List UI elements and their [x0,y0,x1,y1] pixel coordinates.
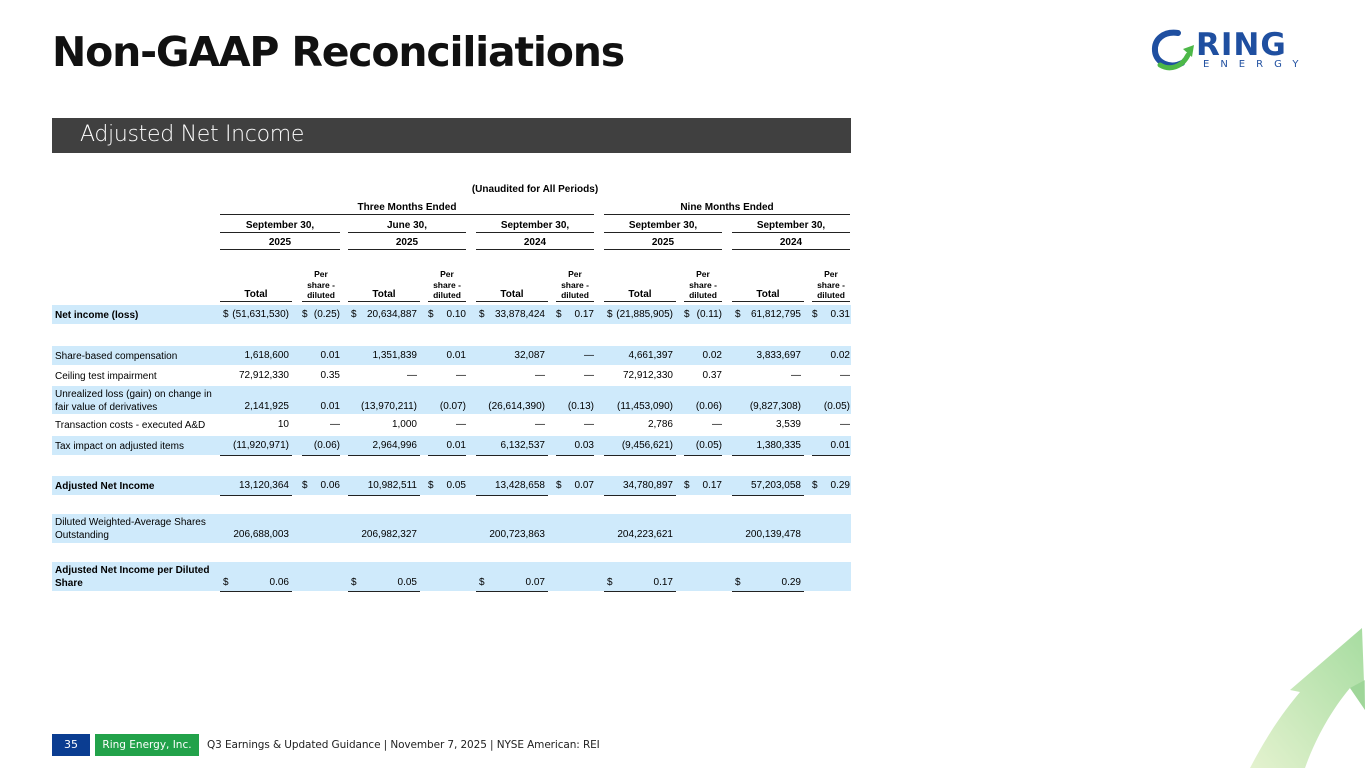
subtotal-rule [348,455,420,456]
total-rule [732,591,804,592]
period-rule [732,249,850,250]
cell-total: 2,786 [647,419,673,430]
currency-symbol: $ [428,309,434,320]
cell-total: 72,912,330 [622,370,673,381]
cell-per-share: 0.17 [574,309,594,320]
row-label [55,419,205,432]
subtotal-rule [302,455,340,456]
cell-per-share: 0.07 [574,480,594,491]
row-label-line: Net income (loss) [55,310,139,321]
row-label [55,564,209,590]
cell-per-share: 0.02 [702,350,722,361]
period-date: September 30, [628,220,698,231]
period-year: 2025 [395,237,419,248]
cell-per-share: 0.03 [574,440,594,451]
col-header-per-share [684,269,722,301]
cell-total: 3,833,697 [756,350,801,361]
subtotal-rule [732,455,804,456]
cell-per-share: — [712,419,722,430]
col-header-total: Total [628,289,652,300]
per-share-label-line: Per [696,269,710,279]
cell-per-share: 0.01 [320,401,340,412]
cell-total: — [407,370,417,381]
col-header-rule [302,301,340,302]
subtotal-rule [604,455,676,456]
cell-per-share: (0.06) [695,401,722,412]
cell-total: 206,982,327 [361,529,417,540]
row-label-line: Share [55,578,83,589]
row-label-line: Unrealized loss (gain) on change in [55,389,212,400]
ring-swoosh-icon [1150,27,1196,73]
cell-total: 0.29 [781,577,801,588]
per-share-label-line: share - [689,279,717,290]
currency-symbol: $ [351,577,357,588]
cell-total: 6,132,537 [500,440,545,451]
cell-total: 204,223,621 [617,529,673,540]
currency-symbol: $ [684,480,690,491]
period-rule [732,232,850,233]
cell-total: (51,631,530) [232,309,289,320]
cell-per-share: 0.01 [446,350,466,361]
col-header-per-share [556,269,594,301]
currency-symbol: $ [302,309,308,320]
row-label-line: Tax impact on adjusted items [55,441,184,452]
per-share-label-line: diluted [689,290,717,300]
cell-total: 3,539 [775,419,801,430]
cell-total: (13,970,211) [361,401,417,412]
cell-per-share: — [584,419,594,430]
period-date: September 30, [756,220,826,231]
currency-symbol: $ [428,480,434,491]
group-header-nine-months: Nine Months Ended [680,202,774,213]
per-share-label-line: diluted [561,290,589,300]
currency-symbol: $ [556,480,562,491]
period-year: 2024 [523,237,547,248]
row-label [55,480,154,493]
currency-symbol: $ [812,309,818,320]
col-header-rule [476,301,548,302]
cell-total: 57,203,058 [750,480,801,491]
row-label-line: Diluted Weighted-Average Shares [55,517,206,528]
growth-arrow-icon [1230,620,1365,768]
cell-total: 61,812,795 [750,309,801,320]
subtotal-rule [220,455,292,456]
cell-per-share: (0.05) [695,440,722,451]
cell-per-share: (0.05) [823,401,850,412]
subtotal-rule [476,455,548,456]
period-rule [476,232,594,233]
cell-per-share: — [456,370,466,381]
per-share-label-line: diluted [307,290,335,300]
per-share-label-line: diluted [817,290,845,300]
cell-total: 1,380,335 [756,440,801,451]
table-caption: (Unaudited for All Periods) [471,184,599,195]
cell-per-share: — [330,419,340,430]
currency-symbol: $ [223,577,229,588]
currency-symbol: $ [607,577,613,588]
row-label [55,440,184,453]
cell-total: 32,087 [514,350,545,361]
col-header-total: Total [372,289,396,300]
cell-per-share: 0.31 [830,309,850,320]
cell-total: 34,780,897 [622,480,673,491]
row-label-line: fair value of derivatives [55,402,158,413]
section-title: Adjusted Net Income [80,122,305,147]
per-share-label-line: Per [440,269,454,279]
total-rule [604,591,676,592]
row-label [55,350,177,363]
cell-per-share: 0.05 [446,480,466,491]
period-date: September 30, [500,220,570,231]
currency-symbol: $ [223,309,229,320]
currency-symbol: $ [351,309,357,320]
group-rule [604,214,850,215]
row-label-line: Share-based compensation [55,351,178,362]
per-share-label-line: share - [307,279,335,290]
row-label-line: Transaction costs - executed A&D [55,420,206,431]
currency-symbol: $ [479,309,485,320]
row-label [55,370,157,383]
cell-per-share: 0.17 [702,480,722,491]
row-label-line: Ceiling test impairment [55,371,157,382]
row-label [55,388,212,414]
cell-per-share: — [840,370,850,381]
cell-per-share: (0.06) [313,440,340,451]
per-share-label-line: Per [568,269,582,279]
cell-total: (21,885,905) [616,309,673,320]
cell-total: 0.05 [397,577,417,588]
cell-total: 2,964,996 [372,440,417,451]
cell-total: 13,120,364 [238,480,289,491]
cell-per-share: 0.01 [320,350,340,361]
cell-per-share: 0.01 [830,440,850,451]
cell-total: (9,456,621) [621,440,673,451]
per-share-label-line: Per [824,269,838,279]
cell-total: 0.07 [525,577,545,588]
col-header-per-share [812,269,850,301]
cell-total: 200,139,478 [745,529,801,540]
cell-per-share: (0.13) [567,401,594,412]
cell-total: — [535,370,545,381]
per-share-label-line: diluted [433,290,461,300]
col-header-rule [428,301,466,302]
col-header-rule [220,301,292,302]
cell-total: 0.06 [269,577,289,588]
cell-total: — [535,419,545,430]
cell-total: (11,453,090) [617,401,673,412]
total-rule [348,591,420,592]
period-rule [220,232,340,233]
per-share-label-line: share - [433,279,461,290]
row-label-line: Adjusted Net Income [55,481,155,492]
subtotal-rule [428,455,466,456]
logo-wordmark: RING [1196,27,1287,63]
page-number: 35 [52,734,90,756]
cell-total: 1,351,839 [372,350,417,361]
cell-total: 10 [277,419,289,430]
row-label [55,309,138,322]
currency-symbol: $ [812,480,818,491]
cell-total: 1,618,600 [244,350,289,361]
total-rule [476,495,548,496]
period-rule [604,249,722,250]
currency-symbol: $ [735,309,741,320]
logo-subtitle: ENERGY [1203,59,1310,70]
period-rule [348,232,466,233]
cell-total: 1,000 [391,419,417,430]
cell-total: 206,688,003 [233,529,289,540]
footer-company: Ring Energy, Inc. [95,734,199,756]
group-header-three-months: Three Months Ended [357,202,457,213]
cell-total: 20,634,887 [366,309,417,320]
total-rule [220,591,292,592]
cell-total: (9,827,308) [749,401,801,412]
cell-total: 4,661,397 [628,350,673,361]
cell-total: 13,428,658 [494,480,545,491]
subtotal-rule [812,455,850,456]
row-label-line: Outstanding [55,530,109,541]
page-title: Non-GAAP Reconciliations [52,28,624,76]
row-label [55,516,206,542]
total-rule [220,495,292,496]
currency-symbol: $ [556,309,562,320]
period-date: June 30, [386,220,428,231]
cell-total: (11,920,971) [233,440,289,451]
currency-symbol: $ [302,480,308,491]
currency-symbol: $ [479,577,485,588]
cell-total: 10,982,511 [367,480,417,491]
currency-symbol: $ [607,309,613,320]
period-rule [604,232,722,233]
section-header [52,118,851,153]
period-year: 2025 [651,237,675,248]
col-header-total: Total [500,289,524,300]
per-share-label-line: Per [314,269,328,279]
cell-total: — [791,370,801,381]
currency-symbol: $ [735,577,741,588]
cell-total: 33,878,424 [494,309,545,320]
cell-per-share: 0.06 [320,480,340,491]
col-header-rule [556,301,594,302]
subtotal-rule [556,455,594,456]
total-rule [476,591,548,592]
cell-per-share: 0.37 [702,370,722,381]
period-date: September 30, [245,220,315,231]
cell-per-share: — [840,419,850,430]
period-rule [476,249,594,250]
col-header-per-share [302,269,340,301]
total-rule [732,495,804,496]
cell-per-share: (0.07) [439,401,466,412]
period-year: 2025 [268,237,292,248]
cell-per-share: — [456,419,466,430]
footer-text: Q3 Earnings & Updated Guidance | November 7, 2025 | NYSE American: REI [207,739,600,751]
col-header-rule [684,301,722,302]
cell-per-share: 0.10 [446,309,466,320]
cell-total: 72,912,330 [238,370,289,381]
col-header-rule [812,301,850,302]
period-rule [220,249,340,250]
col-header-rule [348,301,420,302]
cell-per-share: (0.11) [696,309,722,320]
cell-per-share: — [584,350,594,361]
period-year: 2024 [779,237,803,248]
cell-total: (26,614,390) [488,401,545,412]
total-rule [604,495,676,496]
per-share-label-line: share - [561,279,589,290]
col-header-total: Total [244,289,268,300]
cell-per-share: 0.29 [830,480,850,491]
subtotal-rule [684,455,722,456]
col-header-total: Total [756,289,780,300]
cell-per-share: 0.35 [320,370,340,381]
col-header-per-share [428,269,466,301]
cell-total: 200,723,863 [489,529,545,540]
period-rule [348,249,466,250]
cell-per-share: 0.01 [446,440,466,451]
row-label-line: Adjusted Net Income per Diluted [55,565,210,576]
col-header-rule [604,301,676,302]
cell-per-share: 0.02 [830,350,850,361]
currency-symbol: $ [684,309,690,320]
ring-energy-logo [1150,25,1320,80]
col-header-rule [732,301,804,302]
group-rule [220,214,594,215]
cell-per-share: (0.25) [313,309,340,320]
total-rule [348,495,420,496]
cell-per-share: — [584,370,594,381]
per-share-label-line: share - [817,279,845,290]
cell-total: 2,141,925 [244,401,289,412]
cell-total: 0.17 [653,577,673,588]
